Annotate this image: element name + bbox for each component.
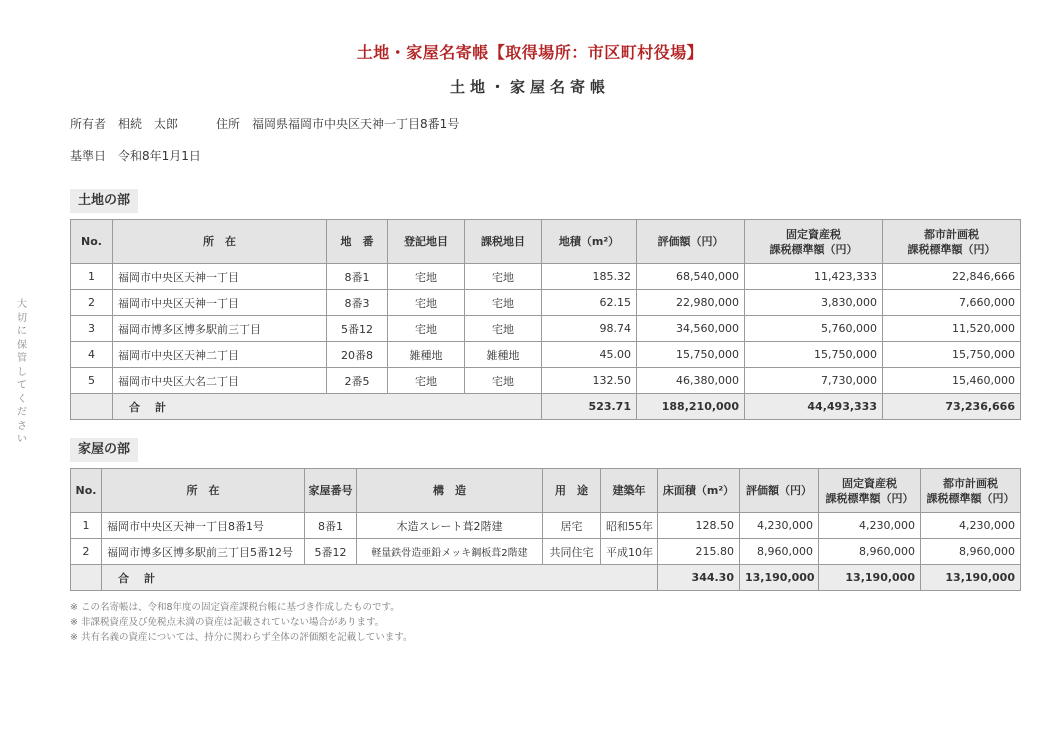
house-col-structure: 構 造 [357, 469, 543, 513]
house-col-fixed-tax-line1: 固定資産税 [842, 476, 897, 490]
house-cell-value: 4,230,000 [740, 513, 819, 539]
page-title: 土地・家屋名寄帳【取得場所：市区町村役場】 [356, 43, 704, 62]
land-total-city-tax: 73,236,666 [883, 394, 1021, 420]
house-total-row [71, 565, 1021, 591]
house-total-city-tax: 13,190,000 [921, 565, 1021, 591]
house-col-usage: 用 途 [543, 469, 601, 513]
house-col-city-tax-line1: 都市計画税 [943, 476, 998, 490]
owner-label: 所有者 [70, 117, 107, 131]
table-row [71, 368, 1021, 394]
land-cell-location: 福岡市中央区天神一丁目 [113, 264, 327, 290]
footnote: ※ 非課税資産及び免税点未満の資産は記載されていない場合があります。 [70, 617, 385, 628]
land-cell-lot: 8番1 [327, 264, 388, 290]
land-cell-fixed-tax: 3,830,000 [745, 290, 883, 316]
land-cell-no: 2 [71, 290, 113, 316]
land-cell-location: 福岡市中央区大名二丁目 [113, 368, 327, 394]
land-col-fixed-tax-line1: 固定資産税 [786, 227, 841, 241]
house-cell-location: 福岡市中央区天神一丁目8番1号 [102, 513, 305, 539]
land-cell-no: 5 [71, 368, 113, 394]
house-col-city-tax-line2: 課税標準額（円） [926, 491, 1015, 505]
house-cell-fixed-tax: 4,230,000 [819, 513, 921, 539]
document-header [0, 40, 1060, 97]
side-note: 大切に保管してください [17, 299, 27, 445]
land-cell-value: 46,380,000 [637, 368, 745, 394]
house-cell-house-no: 8番1 [305, 513, 357, 539]
land-cell-lot: 5番12 [327, 316, 388, 342]
land-cell-reg-type: 宅地 [388, 368, 465, 394]
house-total-fixed-tax: 13,190,000 [819, 565, 921, 591]
house-cell-city-tax: 8,960,000 [921, 539, 1021, 565]
house-total-spacer [71, 565, 102, 591]
table-row [71, 342, 1021, 368]
land-cell-tax-type: 宅地 [465, 316, 542, 342]
land-cell-value: 34,560,000 [637, 316, 745, 342]
land-col-city-tax-line2: 課税標準額（円） [907, 242, 996, 256]
house-cell-usage: 共同住宅 [543, 539, 601, 565]
land-cell-city-tax: 7,660,000 [883, 290, 1021, 316]
land-cell-tax-type: 宅地 [465, 264, 542, 290]
land-cell-fixed-tax: 15,750,000 [745, 342, 883, 368]
land-total-value: 188,210,000 [637, 394, 745, 420]
land-cell-no: 3 [71, 316, 113, 342]
house-table [70, 468, 1021, 591]
table-row [71, 539, 1021, 565]
land-cell-area: 45.00 [542, 342, 637, 368]
land-cell-value: 22,980,000 [637, 290, 745, 316]
land-cell-fixed-tax: 5,760,000 [745, 316, 883, 342]
land-cell-reg-type: 宅地 [388, 290, 465, 316]
land-total-area: 523.71 [542, 394, 637, 420]
document-title: 土地・家屋名寄帳 [449, 78, 610, 96]
land-cell-lot: 8番3 [327, 290, 388, 316]
land-cell-lot: 2番5 [327, 368, 388, 394]
land-cell-fixed-tax: 7,730,000 [745, 368, 883, 394]
house-total-label: 合 計 [102, 565, 658, 591]
house-cell-no: 1 [71, 513, 102, 539]
house-cell-no: 2 [71, 539, 102, 565]
land-total-fixed-tax: 44,493,333 [745, 394, 883, 420]
land-col-reg-type: 登記地目 [388, 220, 465, 264]
house-col-location: 所 在 [102, 469, 305, 513]
land-total-label: 合 計 [113, 394, 542, 420]
house-cell-value: 8,960,000 [740, 539, 819, 565]
house-section-title: 家屋の部 [70, 438, 138, 462]
base-date-info [70, 147, 201, 164]
table-row [71, 264, 1021, 290]
house-cell-floor-area: 128.50 [658, 513, 740, 539]
land-cell-value: 68,540,000 [637, 264, 745, 290]
house-total-value: 13,190,000 [740, 565, 819, 591]
footnotes [70, 600, 413, 645]
house-col-house-no: 家屋番号 [305, 469, 357, 513]
land-total-row [71, 394, 1021, 420]
owner-info [70, 115, 459, 132]
land-col-fixed-tax [745, 220, 883, 264]
land-col-city-tax-line1: 都市計画税 [924, 227, 979, 241]
footnote: ※ この名寄帳は、令和8年度の固定資産課税台帳に基づき作成したものです。 [70, 602, 400, 613]
base-date-label: 基準日 [70, 149, 107, 163]
land-col-lot: 地 番 [327, 220, 388, 264]
house-col-city-tax [921, 469, 1021, 513]
land-cell-area: 132.50 [542, 368, 637, 394]
house-cell-floor-area: 215.80 [658, 539, 740, 565]
house-col-fixed-tax [819, 469, 921, 513]
land-col-value: 評価額（円） [637, 220, 745, 264]
land-cell-area: 98.74 [542, 316, 637, 342]
house-cell-house-no: 5番12 [305, 539, 357, 565]
land-cell-area: 62.15 [542, 290, 637, 316]
land-cell-location: 福岡市中央区天神二丁目 [113, 342, 327, 368]
house-col-built: 建築年 [601, 469, 658, 513]
land-col-fixed-tax-line2: 課税標準額（円） [769, 242, 858, 256]
land-cell-lot: 20番8 [327, 342, 388, 368]
land-cell-value: 15,750,000 [637, 342, 745, 368]
land-cell-city-tax: 15,750,000 [883, 342, 1021, 368]
house-total-floor-area: 344.30 [658, 565, 740, 591]
land-cell-reg-type: 雑種地 [388, 342, 465, 368]
table-row [71, 290, 1021, 316]
land-cell-tax-type: 宅地 [465, 368, 542, 394]
land-col-location: 所 在 [113, 220, 327, 264]
house-cell-usage: 居宅 [543, 513, 601, 539]
land-cell-tax-type: 宅地 [465, 290, 542, 316]
house-cell-built: 平成10年 [601, 539, 658, 565]
house-cell-structure: 軽量鉄骨造亜鉛メッキ鋼板葺2階建 [357, 539, 543, 565]
house-cell-fixed-tax: 8,960,000 [819, 539, 921, 565]
table-row [71, 513, 1021, 539]
land-cell-reg-type: 宅地 [388, 264, 465, 290]
land-col-tax-type: 課税地目 [465, 220, 542, 264]
land-cell-area: 185.32 [542, 264, 637, 290]
land-cell-location: 福岡市博多区博多駅前三丁目 [113, 316, 327, 342]
land-cell-city-tax: 22,846,666 [883, 264, 1021, 290]
house-cell-built: 昭和55年 [601, 513, 658, 539]
house-cell-city-tax: 4,230,000 [921, 513, 1021, 539]
land-cell-no: 1 [71, 264, 113, 290]
house-col-value: 評価額（円） [740, 469, 819, 513]
house-cell-location: 福岡市博多区博多駅前三丁目5番12号 [102, 539, 305, 565]
land-total-spacer [71, 394, 113, 420]
land-col-area: 地積（m²） [542, 220, 637, 264]
land-header-row [71, 220, 1021, 264]
land-cell-city-tax: 15,460,000 [883, 368, 1021, 394]
land-cell-city-tax: 11,520,000 [883, 316, 1021, 342]
land-col-city-tax [883, 220, 1021, 264]
base-date-value: 令和8年1月1日 [118, 149, 201, 163]
house-col-floor-area: 床面積（m²） [658, 469, 740, 513]
owner-address: 福岡県福岡市中央区天神一丁目8番1号 [252, 117, 460, 131]
land-section-title: 土地の部 [70, 189, 138, 213]
house-col-no: No. [71, 469, 102, 513]
house-col-fixed-tax-line2: 課税標準額（円） [825, 491, 914, 505]
house-cell-structure: 木造スレート葺2階建 [357, 513, 543, 539]
land-cell-reg-type: 宅地 [388, 316, 465, 342]
house-header-row [71, 469, 1021, 513]
land-cell-fixed-tax: 11,423,333 [745, 264, 883, 290]
owner-name: 相続 太郎 [118, 117, 179, 131]
land-col-no: No. [71, 220, 113, 264]
land-cell-no: 4 [71, 342, 113, 368]
footnote: ※ 共有名義の資産については、持分に関わらず全体の評価額を記載しています。 [70, 632, 413, 643]
land-cell-location: 福岡市中央区天神一丁目 [113, 290, 327, 316]
table-row [71, 316, 1021, 342]
land-cell-tax-type: 雑種地 [465, 342, 542, 368]
land-table [70, 219, 1021, 420]
address-label: 住所 [216, 117, 241, 131]
